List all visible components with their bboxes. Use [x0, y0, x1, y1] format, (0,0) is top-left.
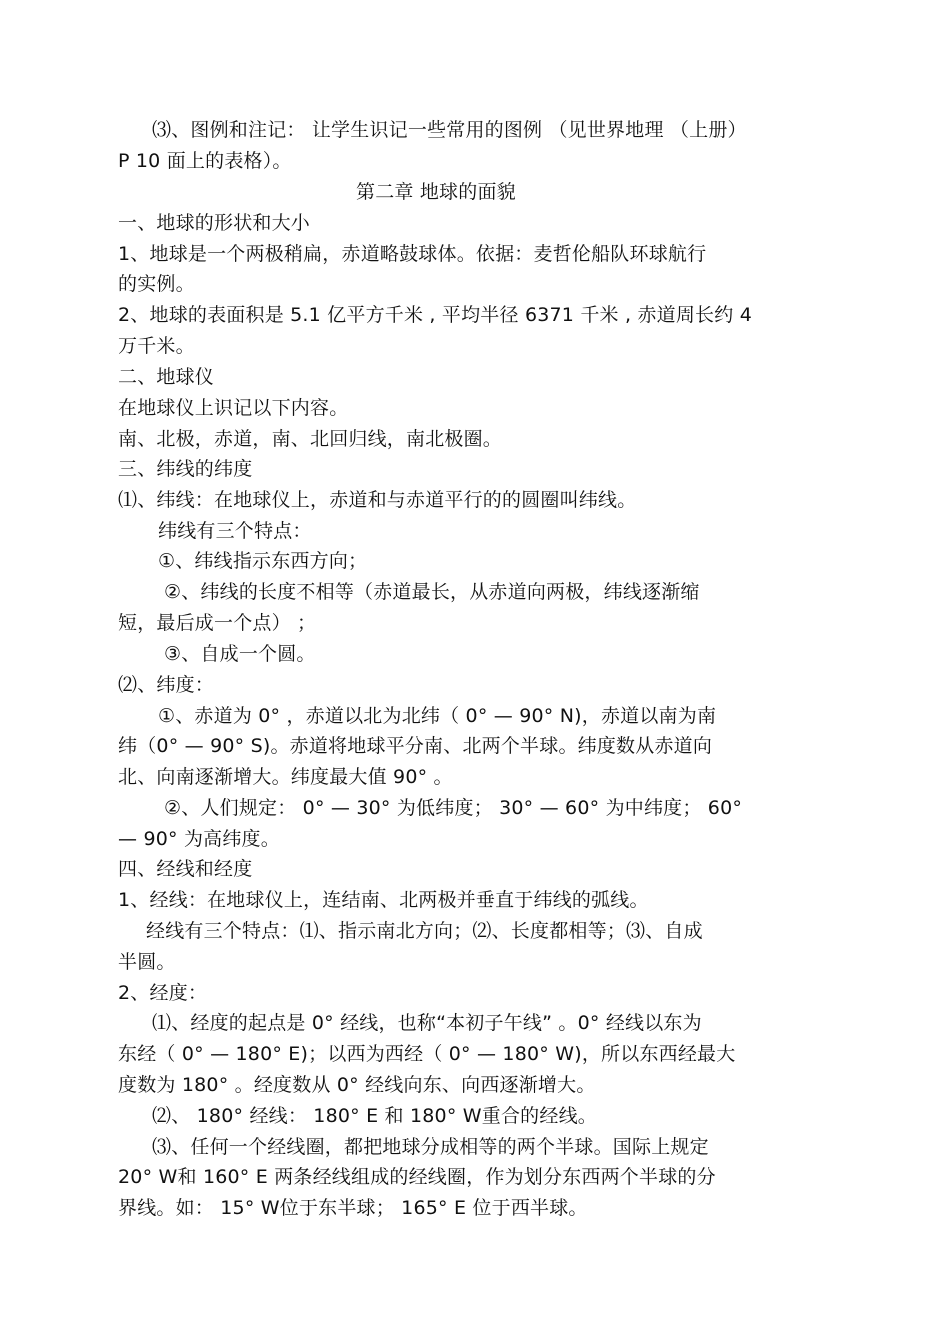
- text-line: ⑶、任何一个经线圈，都把地球分成相等的两个半球。国际上规定: [152, 1136, 709, 1158]
- text-line: ⑵、纬度：: [118, 674, 215, 696]
- text-line: 1、经线：在地球仪上，连结南、北两极并垂直于纬线的弧线。: [118, 889, 649, 911]
- text-line: 20° W和 160° E 两条经线组成的经线圈，作为划分东西两个半球的分: [118, 1166, 716, 1188]
- text-line: ③、自成一个圆。: [164, 643, 316, 665]
- text-line: — 90° 为高纬度。: [118, 828, 280, 850]
- text-line: ②、纬线的长度不相等（赤道最长，从赤道向两极，纬线逐渐缩: [164, 581, 700, 603]
- text-line: 度数为 180° 。经度数从 0° 经线向东、向西逐渐增大。: [118, 1074, 596, 1096]
- text-line: 的实例。: [118, 273, 195, 295]
- text-line: 1、地球是一个两极稍扁，赤道略鼓球体。依据：麦哲伦船队环球航行: [118, 243, 707, 265]
- text-line: 短，最后成一个点） ；: [118, 612, 317, 634]
- text-line: 纬线有三个特点：: [158, 520, 312, 542]
- text-line: ⑴、经度的起点是 0° 经线，也称“本初子午线” 。0° 经线以东为: [152, 1012, 702, 1034]
- text-line: 北、向南逐渐增大。纬度最大值 90° 。: [118, 766, 453, 788]
- text-line: ⑵、 180° 经线： 180° E 和 180° W重合的经线。: [152, 1105, 597, 1127]
- text-line: 南、北极，赤道，南、北回归线，南北极圈。: [118, 428, 503, 450]
- text-line: ⑶、图例和注记： 让学生识记一些常用的图例 （见世界地理 （上册）: [152, 119, 747, 141]
- text-line: P 10 面上的表格）。: [118, 150, 292, 172]
- text-line: 万千米。: [118, 335, 195, 357]
- section-heading: 四、经线和经度: [118, 858, 253, 880]
- text-line: ①、纬线指示东西方向；: [158, 550, 368, 572]
- text-line: 东经（ 0° — 180° E)；以西为西经（ 0° — 180° W)，所以东西经最大: [118, 1043, 736, 1065]
- text-line: 纬（0° — 90° S)。赤道将地球平分南、北两个半球。纬度数从赤道向: [118, 735, 713, 757]
- section-heading: 三、纬线的纬度: [118, 458, 253, 480]
- section-heading: 一、地球的形状和大小: [118, 212, 311, 234]
- section-heading: 二、地球仪: [118, 366, 215, 388]
- text-line: 半圆。: [118, 951, 176, 973]
- chapter-title: 第二章 地球的面貌: [356, 181, 516, 203]
- text-line: ①、赤道为 0° ，赤道以北为北纬（ 0° — 90° N)，赤道以南为南: [158, 705, 717, 727]
- text-line: 在地球仪上识记以下内容。: [118, 397, 349, 419]
- text-line: ⑴、纬线：在地球仪上，赤道和与赤道平行的的圆圈叫纬线。: [118, 489, 637, 511]
- text-line: 经线有三个特点：⑴、指示南北方向；⑵、长度都相等；⑶、自成: [146, 920, 703, 942]
- text-line: ②、人们规定： 0° — 30° 为低纬度； 30° — 60° 为中纬度； 60°: [164, 797, 743, 819]
- text-line: 界线。如： 15° W位于东半球； 165° E 位于西半球。: [118, 1197, 588, 1219]
- text-line: 2、地球的表面积是 5.1 亿平方千米 , 平均半径 6371 千米 , 赤道周长约 4: [118, 304, 752, 326]
- text-line: 2、经度：: [118, 982, 208, 1004]
